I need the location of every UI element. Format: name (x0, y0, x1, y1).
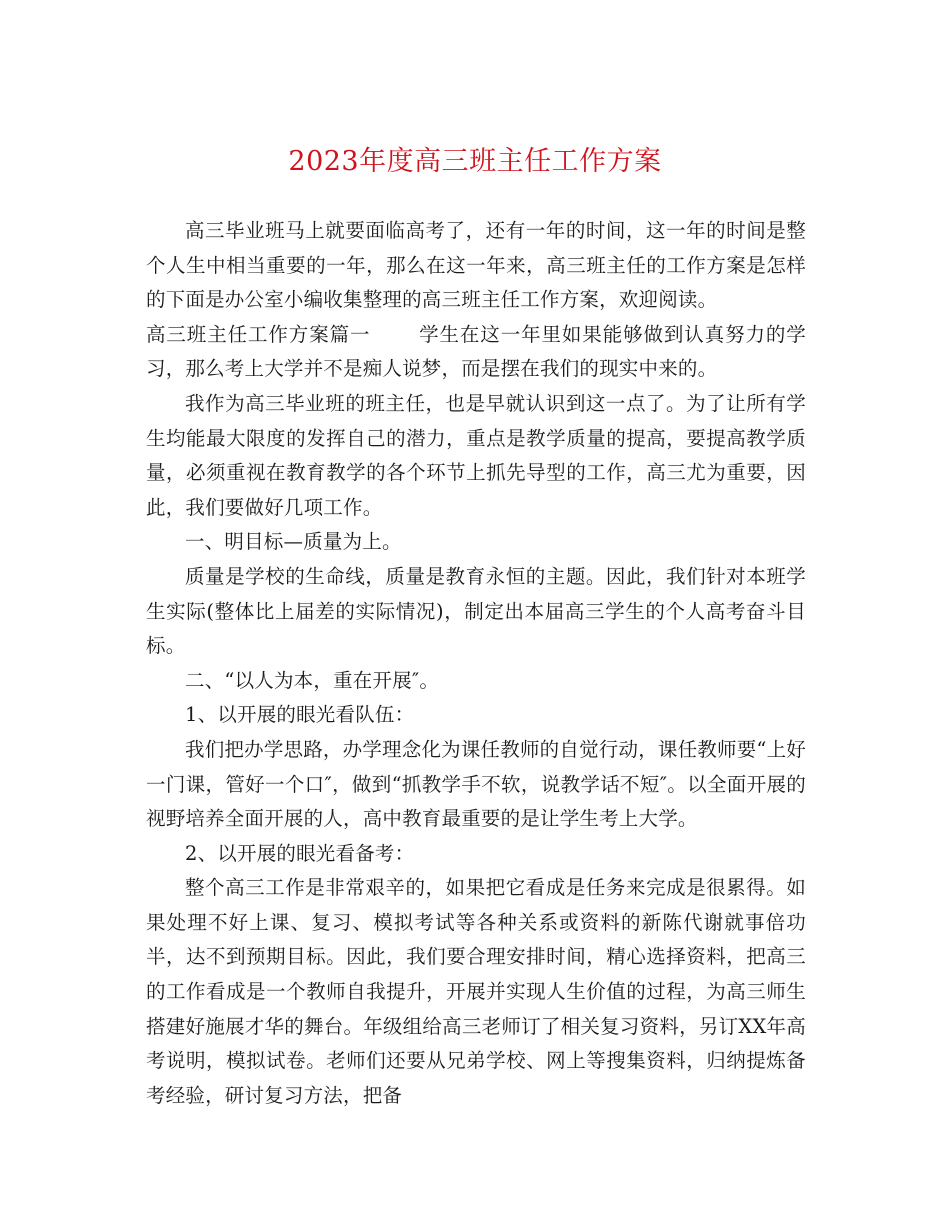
section-paragraph (146, 318, 806, 387)
subheading-team: 1、以开展的眼光看队伍： (185, 703, 415, 727)
heading-goal: 一、明目标—质量为上。 (185, 530, 402, 554)
body-paragraph: 质量是学校的生命线，质量是教育永恒的主题。因此，我们针对本班学生实际(整体比上届差的实际情况)，制定出本届高三学生的个人高考奋斗目标。 (146, 564, 806, 658)
document-title: 2023年度高三班主任工作方案 (288, 146, 662, 177)
subheading-exam-prep: 2、以开展的眼光看备考： (185, 841, 415, 865)
section-label: 高三班主任工作方案篇一 (146, 322, 371, 346)
document-body (146, 214, 806, 1113)
body-paragraph: 我们把办学思路，办学理念化为课任教师的自觉行动，课任教师要“上好一门课，管好一个口″，做到“抓教学手不软，说教学话不短″。以全面开展的视野培养全面开展的人，高中教育最重要的是让学生考上大学。 (146, 737, 806, 831)
section-lead: 学生在这一年里如果能够做到认真努力的学习，那么考上大学并不是痴人说梦，而是摆在我们的现实中来的。 (146, 322, 806, 381)
intro-paragraph: 高三毕业班马上就要面临高考了，还有一年的时间，这一年的时间是整个人生中相当重要的一年，那么在这一年来，高三班主任的工作方案是怎样的下面是办公室小编收集整理的高三班主任工作方案，欢迎阅读。 (146, 219, 806, 312)
body-paragraph: 我作为高三毕业班的班主任，也是早就认识到这一点了。为了让所有学生均能最大限度的发挥自己的潜力，重点是教学质量的提高，要提高教学质量，必须重视在教育教学的各个环节上抓先导型的工作，高三尤为重要，因此，我们要做好几项工作。 (146, 391, 806, 519)
heading-people-first: 二、“以人为本，重在开展″。 (185, 668, 440, 692)
body-paragraph: 整个高三工作是非常艰辛的，如果把它看成是任务来完成是很累得。如果处理不好上课、复习、模拟考试等各种关系或资料的新陈代谢就事倍功半，达不到预期目标。因此，我们要合理安排时间，精心选择资料，把高三的工作看成是一个教师自我提升，开展并实现人生价值的过程，为高三师生搭建好施展才华的舞台。年级组给高三老师订了相关复习资料，另订XX年高考说明，模拟试卷。老师们还要从兄弟学校、网上等搜集资料，归纳提炼备考经验，研讨复习方法，把备 (146, 876, 806, 1107)
